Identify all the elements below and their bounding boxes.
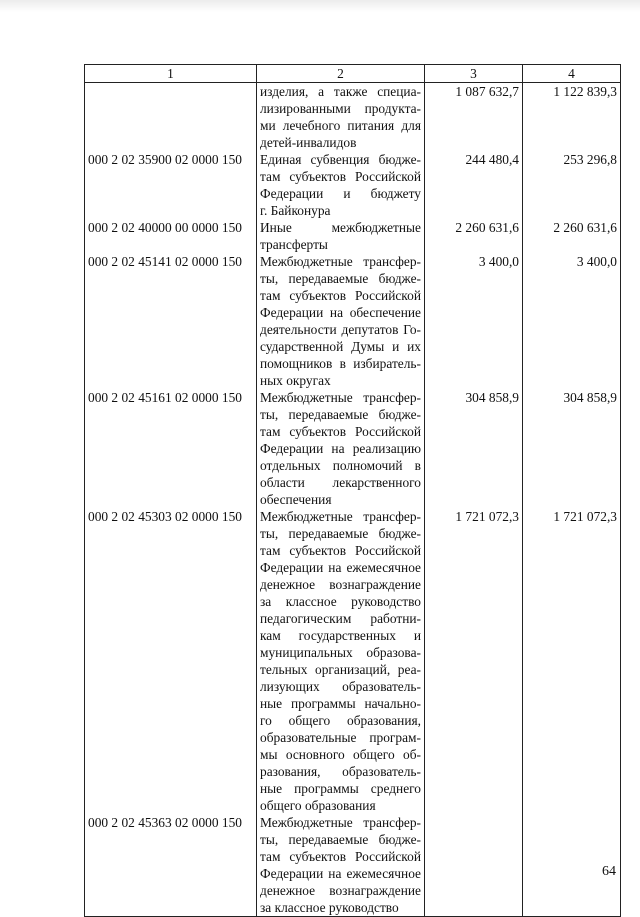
- row-name-line: ные программы среднего: [260, 781, 421, 796]
- row-name-line: Межбюджетные трансфер-: [260, 390, 421, 405]
- row-name-line: там субъектов Российской: [260, 288, 421, 303]
- row-name: [257, 814, 425, 917]
- row-name-line: за классное руководство: [260, 900, 399, 915]
- row-name-line: денежное вознаграждение: [260, 577, 421, 592]
- table-row: [85, 508, 621, 814]
- row-name-line: общего образования: [260, 798, 376, 813]
- table-row: [85, 219, 621, 253]
- row-name: [257, 83, 425, 152]
- page-number: 64: [602, 864, 616, 879]
- row-name: [257, 219, 425, 253]
- row-code: 000 2 02 40000 00 0000 150: [85, 219, 257, 253]
- row-amount-col4: 1 721 072,3: [523, 508, 621, 814]
- row-code: 000 2 02 45161 02 0000 150: [85, 389, 257, 508]
- row-name-line: отдельных полномочий в: [260, 458, 421, 473]
- row-name-line: сударственной Думы и их: [260, 339, 421, 354]
- row-amount-col3: 1 721 072,3: [425, 508, 523, 814]
- row-amount-col3: 1 087 632,7: [425, 83, 523, 152]
- row-name-line: деятельности депутатов Го-: [260, 322, 421, 337]
- row-name-line: области лекарственного: [260, 475, 421, 490]
- table-row: [85, 253, 621, 389]
- row-name-line: кам государственных и: [260, 628, 421, 643]
- row-amount-col4: 3 400,0: [523, 253, 621, 389]
- table-row: [85, 389, 621, 508]
- row-amount-col4: 253 296,8: [523, 151, 621, 219]
- header-col-3: 3: [425, 65, 523, 83]
- row-name-line: там субъектов Российской: [260, 169, 421, 184]
- row-amount-col3: 2 260 631,6: [425, 219, 523, 253]
- row-name-line: ты, передаваемые бюдже-: [260, 407, 421, 422]
- row-code: 000 2 02 45363 02 0000 150: [85, 814, 257, 917]
- budget-table: [84, 64, 621, 917]
- row-name-line: Федерации на реализацию: [260, 441, 421, 456]
- table-row: [85, 814, 621, 917]
- row-name-line: трансферты: [260, 237, 328, 252]
- row-name-line: го общего образования,: [260, 713, 421, 728]
- row-name-line: денежное вознаграждение: [260, 883, 421, 898]
- row-name-line: детей-инвалидов: [260, 135, 357, 150]
- table-row: [85, 83, 621, 152]
- row-code: 000 2 02 45141 02 0000 150: [85, 253, 257, 389]
- row-name-line: мы основного общего об-: [260, 747, 421, 762]
- row-name-line: разования, образователь-: [260, 764, 421, 779]
- row-name-line: ты, передаваемые бюдже-: [260, 526, 421, 541]
- row-name-line: ми лечебного питания для: [260, 118, 421, 133]
- header-col-4: 4: [523, 65, 621, 83]
- row-name-line: Единая субвенция бюдже-: [260, 152, 421, 167]
- row-name-line: муниципальных образова-: [260, 645, 421, 660]
- row-name: [257, 151, 425, 219]
- row-amount-col4: 2 260 631,6: [523, 219, 621, 253]
- row-name-line: Федерации на ежемесячное: [260, 560, 421, 575]
- row-name-line: педагогическим работни-: [260, 611, 421, 626]
- header-row: [85, 65, 621, 83]
- row-name-line: г. Байконура: [260, 203, 331, 218]
- row-name-line: лизированными продукта-: [260, 101, 421, 116]
- row-name-line: там субъектов Российской: [260, 424, 421, 439]
- row-name-line: там субъектов Российской: [260, 849, 421, 864]
- scan-shading: [0, 0, 640, 12]
- row-name: [257, 389, 425, 508]
- row-amount-col3: [425, 814, 523, 917]
- row-name-line: Федерации на обеспечение: [260, 305, 421, 320]
- row-name-line: там субъектов Российской: [260, 543, 421, 558]
- row-name-line: лизующих образователь-: [260, 679, 421, 694]
- row-name-line: ты, передаваемые бюдже-: [260, 271, 421, 286]
- row-name-line: ные программы начально-: [260, 696, 421, 711]
- row-name-line: Межбюджетные трансфер-: [260, 509, 421, 524]
- row-amount-col3: 304 858,9: [425, 389, 523, 508]
- row-name-line: изделия, а также специа-: [260, 84, 421, 99]
- row-name-line: Межбюджетные трансфер-: [260, 815, 421, 830]
- row-amount-col4: 1 122 839,3: [523, 83, 621, 152]
- row-amount-col3: 3 400,0: [425, 253, 523, 389]
- row-name-line: ты, передаваемые бюдже-: [260, 832, 421, 847]
- row-name-line: Федерации и бюджету: [260, 186, 421, 201]
- table-body: [85, 83, 621, 917]
- row-name-line: Иные межбюджетные: [260, 220, 421, 235]
- row-amount-col3: 244 480,4: [425, 151, 523, 219]
- row-name-line: тельных организаций, реа-: [260, 662, 421, 677]
- header-col-1: 1: [85, 65, 257, 83]
- row-name-line: ных округах: [260, 373, 331, 388]
- row-name-line: обеспечения: [260, 492, 332, 507]
- row-amount-col4: 304 858,9: [523, 389, 621, 508]
- row-code: 000 2 02 45303 02 0000 150: [85, 508, 257, 814]
- row-code: 000 2 02 35900 02 0000 150: [85, 151, 257, 219]
- row-name-line: помощников в избиратель-: [260, 356, 421, 371]
- row-name: [257, 508, 425, 814]
- row-name-line: Межбюджетные трансфер-: [260, 254, 421, 269]
- row-name-line: за классное руководство: [260, 594, 421, 609]
- header-col-2: 2: [257, 65, 425, 83]
- row-name-line: Федерации на ежемесячное: [260, 866, 421, 881]
- row-name: [257, 253, 425, 389]
- row-code: [85, 83, 257, 152]
- row-name-line: образовательные програм-: [260, 730, 421, 745]
- table-row: [85, 151, 621, 219]
